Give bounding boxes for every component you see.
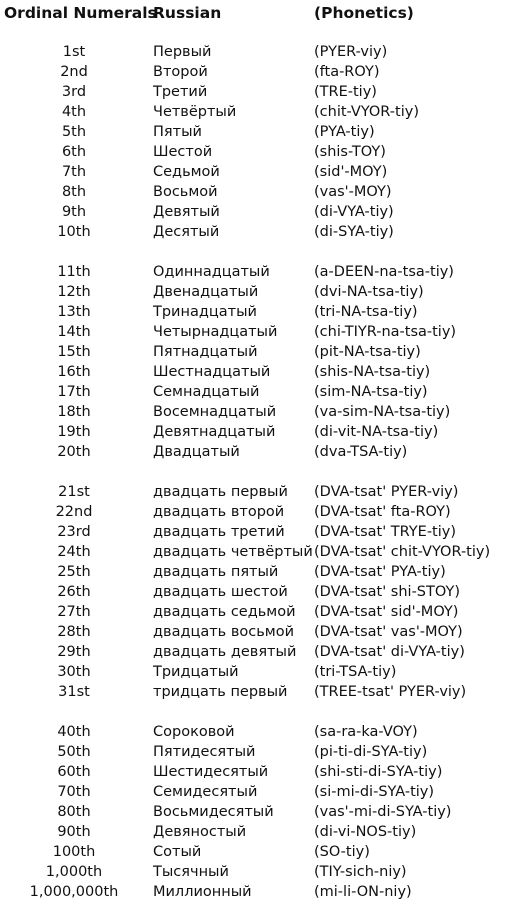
- phonetic-cell: (dva-TSA-tiy): [314, 444, 408, 460]
- phonetic-cell: (sim-NA-tsa-tiy): [314, 384, 428, 400]
- russian-cell: Девятнадцатый: [153, 424, 276, 440]
- phonetic-cell: (chi-TIYR-na-tsa-tiy): [314, 324, 457, 340]
- ordinal-cell: 29th: [57, 644, 91, 660]
- ordinal-cell: 19th: [57, 424, 91, 440]
- table-row: [0, 822, 510, 842]
- russian-cell: Первый: [153, 44, 212, 60]
- ordinal-cell: 11th: [57, 264, 91, 280]
- ordinal-cell: 31st: [58, 684, 90, 700]
- phonetic-cell: (DVA-tsat' fta-ROY): [314, 504, 451, 520]
- ordinal-cell: 30th: [57, 664, 91, 680]
- ordinal-cell: 20th: [57, 444, 91, 460]
- russian-cell: Сотый: [153, 844, 202, 860]
- table-row: [0, 662, 510, 682]
- table-row: [0, 722, 510, 742]
- phonetic-cell: (TRE-tiy): [314, 84, 377, 100]
- russian-cell: Девяностый: [153, 824, 247, 840]
- table-row: [0, 202, 510, 222]
- table-row: [0, 282, 510, 302]
- table-row: [0, 802, 510, 822]
- russian-cell: Тридцатый: [153, 664, 239, 680]
- table-row: [0, 322, 510, 342]
- russian-cell: Третий: [153, 84, 208, 100]
- table-row: [0, 522, 510, 542]
- phonetic-cell: (pi-ti-di-SYA-tiy): [314, 744, 428, 760]
- russian-cell: Девятый: [153, 204, 220, 220]
- ordinal-cell: 24th: [57, 544, 91, 560]
- table-row: [0, 542, 510, 562]
- russian-cell: Шестидесятый: [153, 764, 269, 780]
- ordinal-cell: 25th: [57, 564, 91, 580]
- header-ordinal: Ordinal Numerals: [4, 4, 157, 22]
- table-row: [0, 402, 510, 422]
- phonetic-cell: (di-VYA-tiy): [314, 204, 394, 220]
- ordinal-cell: 14th: [57, 324, 91, 340]
- ordinal-cell: 12th: [57, 284, 91, 300]
- russian-cell: двадцать третий: [153, 524, 285, 540]
- phonetic-cell: (sa-ra-ka-VOY): [314, 724, 418, 740]
- phonetic-cell: (fta-ROY): [314, 64, 380, 80]
- phonetic-cell: (tri-NA-tsa-tiy): [314, 304, 418, 320]
- table-row: [0, 642, 510, 662]
- ordinal-cell: 15th: [57, 344, 91, 360]
- ordinal-cell: 1st: [62, 44, 86, 60]
- ordinal-cell: 13th: [57, 304, 91, 320]
- ordinal-cell: 80th: [57, 804, 91, 820]
- phonetic-cell: (DVA-tsat' TRYE-tiy): [314, 524, 457, 540]
- phonetic-cell: (dvi-NA-tsa-tiy): [314, 284, 424, 300]
- phonetic-cell: (DVA-tsat' PYA-tiy): [314, 564, 446, 580]
- phonetic-cell: (DVA-tsat' chit-VYOR-tiy): [314, 544, 491, 560]
- russian-cell: Четырнадцатый: [153, 324, 278, 340]
- ordinal-cell: 28th: [57, 624, 91, 640]
- russian-cell: двадцать седьмой: [153, 604, 296, 620]
- table-row: [0, 262, 510, 282]
- table-row: [0, 602, 510, 622]
- russian-cell: двадцать восьмой: [153, 624, 295, 640]
- ordinal-cell: 1,000,000th: [29, 884, 119, 900]
- table-row: [0, 882, 510, 902]
- ordinal-cell: 1,000th: [45, 864, 103, 880]
- ordinal-cell: 6th: [61, 144, 87, 160]
- ordinal-cell: 23rd: [57, 524, 91, 540]
- table-row: [0, 622, 510, 642]
- phonetic-cell: (TIY-sich-niy): [314, 864, 407, 880]
- phonetic-cell: (vas'-mi-di-SYA-tiy): [314, 804, 452, 820]
- ordinal-cell: 60th: [57, 764, 91, 780]
- table-row: [0, 742, 510, 762]
- russian-cell: Шестнадцатый: [153, 364, 271, 380]
- phonetic-cell: (di-vit-NA-tsa-tiy): [314, 424, 439, 440]
- ordinal-cell: 8th: [61, 184, 87, 200]
- russian-cell: Тринадцатый: [153, 304, 257, 320]
- phonetic-cell: (pit-NA-tsa-tiy): [314, 344, 421, 360]
- phonetic-cell: (DVA-tsat' vas'-MOY): [314, 624, 463, 640]
- header-phonetics: (Phonetics): [314, 4, 414, 22]
- russian-cell: Тысячный: [153, 864, 229, 880]
- table-row: [0, 162, 510, 182]
- table-row: [0, 222, 510, 242]
- ordinal-cell: 2nd: [60, 64, 88, 80]
- ordinal-cell: 50th: [57, 744, 91, 760]
- ordinal-cell: 7th: [61, 164, 87, 180]
- table-row: [0, 502, 510, 522]
- table-row: [0, 422, 510, 442]
- table-row: [0, 482, 510, 502]
- phonetic-cell: (chit-VYOR-tiy): [314, 104, 419, 120]
- russian-cell: Четвёртый: [153, 104, 237, 120]
- phonetic-cell: (DVA-tsat' sid'-MOY): [314, 604, 459, 620]
- table-header: [0, 4, 510, 24]
- russian-cell: Семнадцатый: [153, 384, 260, 400]
- table-row: [0, 762, 510, 782]
- ordinal-cell: 5th: [61, 124, 87, 140]
- phonetic-cell: (va-sim-NA-tsa-tiy): [314, 404, 451, 420]
- phonetic-cell: (mi-li-ON-niy): [314, 884, 412, 900]
- russian-cell: Миллионный: [153, 884, 252, 900]
- russian-cell: Одиннадцатый: [153, 264, 270, 280]
- ordinal-cell: 100th: [52, 844, 96, 860]
- russian-cell: двадцать второй: [153, 504, 285, 520]
- ordinal-cell: 9th: [61, 204, 87, 220]
- phonetic-cell: (DVA-tsat' di-VYA-tiy): [314, 644, 465, 660]
- table-row: [0, 562, 510, 582]
- russian-cell: двадцать пятый: [153, 564, 279, 580]
- ordinal-cell: 22nd: [55, 504, 93, 520]
- russian-cell: Пятидесятый: [153, 744, 256, 760]
- table-row: [0, 142, 510, 162]
- ordinal-cell: 4th: [61, 104, 87, 120]
- russian-cell: Пятый: [153, 124, 202, 140]
- phonetic-cell: (shis-NA-tsa-tiy): [314, 364, 431, 380]
- table-row: [0, 102, 510, 122]
- ordinal-cell: 90th: [57, 824, 91, 840]
- table-row: [0, 382, 510, 402]
- phonetic-cell: (DVA-tsat' shi-STOY): [314, 584, 460, 600]
- table-row: [0, 302, 510, 322]
- table-row: [0, 842, 510, 862]
- russian-cell: Шестой: [153, 144, 213, 160]
- table-row: [0, 82, 510, 102]
- phonetic-cell: (TREE-tsat' PYER-viy): [314, 684, 467, 700]
- phonetic-cell: (sid'-MOY): [314, 164, 388, 180]
- table-row: [0, 782, 510, 802]
- russian-cell: двадцать первый: [153, 484, 288, 500]
- russian-cell: Пятнадцатый: [153, 344, 258, 360]
- ordinal-cell: 27th: [57, 604, 91, 620]
- russian-cell: Двенадцатый: [153, 284, 259, 300]
- table-row: [0, 42, 510, 62]
- table-row: [0, 582, 510, 602]
- ordinal-cell: 21st: [58, 484, 90, 500]
- russian-cell: Сороковой: [153, 724, 235, 740]
- ordinal-cell: 70th: [57, 784, 91, 800]
- table-row: [0, 182, 510, 202]
- russian-cell: Десятый: [153, 224, 220, 240]
- ordinal-cell: 10th: [57, 224, 91, 240]
- table-row: [0, 362, 510, 382]
- table-row: [0, 342, 510, 362]
- table-row: [0, 862, 510, 882]
- table-row: [0, 682, 510, 702]
- ordinal-cell: 26th: [57, 584, 91, 600]
- ordinal-cell: 40th: [57, 724, 91, 740]
- phonetic-cell: (PYER-viy): [314, 44, 388, 60]
- phonetic-cell: (PYA-tiy): [314, 124, 375, 140]
- ordinal-cell: 17th: [57, 384, 91, 400]
- russian-cell: Второй: [153, 64, 208, 80]
- phonetic-cell: (si-mi-di-SYA-tiy): [314, 784, 435, 800]
- russian-cell: Восьмой: [153, 184, 218, 200]
- russian-cell: Семидесятый: [153, 784, 258, 800]
- russian-cell: Седьмой: [153, 164, 220, 180]
- phonetic-cell: (tri-TSA-tiy): [314, 664, 397, 680]
- table-row: [0, 62, 510, 82]
- phonetic-cell: (shis-TOY): [314, 144, 386, 160]
- phonetic-cell: (vas'-MOY): [314, 184, 392, 200]
- russian-cell: Восьмидесятый: [153, 804, 274, 820]
- russian-cell: Двадцатый: [153, 444, 240, 460]
- russian-cell: тридцать первый: [153, 684, 288, 700]
- phonetic-cell: (SO-tiy): [314, 844, 370, 860]
- ordinal-cell: 3rd: [61, 84, 87, 100]
- phonetic-cell: (di-vi-NOS-tiy): [314, 824, 417, 840]
- table-row: [0, 442, 510, 462]
- table-row: [0, 122, 510, 142]
- phonetic-cell: (a-DEEN-na-tsa-tiy): [314, 264, 454, 280]
- phonetic-cell: (di-SYA-tiy): [314, 224, 394, 240]
- phonetic-cell: (shi-sti-di-SYA-tiy): [314, 764, 443, 780]
- russian-cell: двадцать девятый: [153, 644, 297, 660]
- russian-cell: двадцать четвёртый: [153, 544, 313, 560]
- header-russian: Russian: [153, 4, 222, 22]
- ordinal-cell: 16th: [57, 364, 91, 380]
- ordinal-cell: 18th: [57, 404, 91, 420]
- russian-cell: двадцать шестой: [153, 584, 288, 600]
- russian-cell: Восемнадцатый: [153, 404, 277, 420]
- phonetic-cell: (DVA-tsat' PYER-viy): [314, 484, 459, 500]
